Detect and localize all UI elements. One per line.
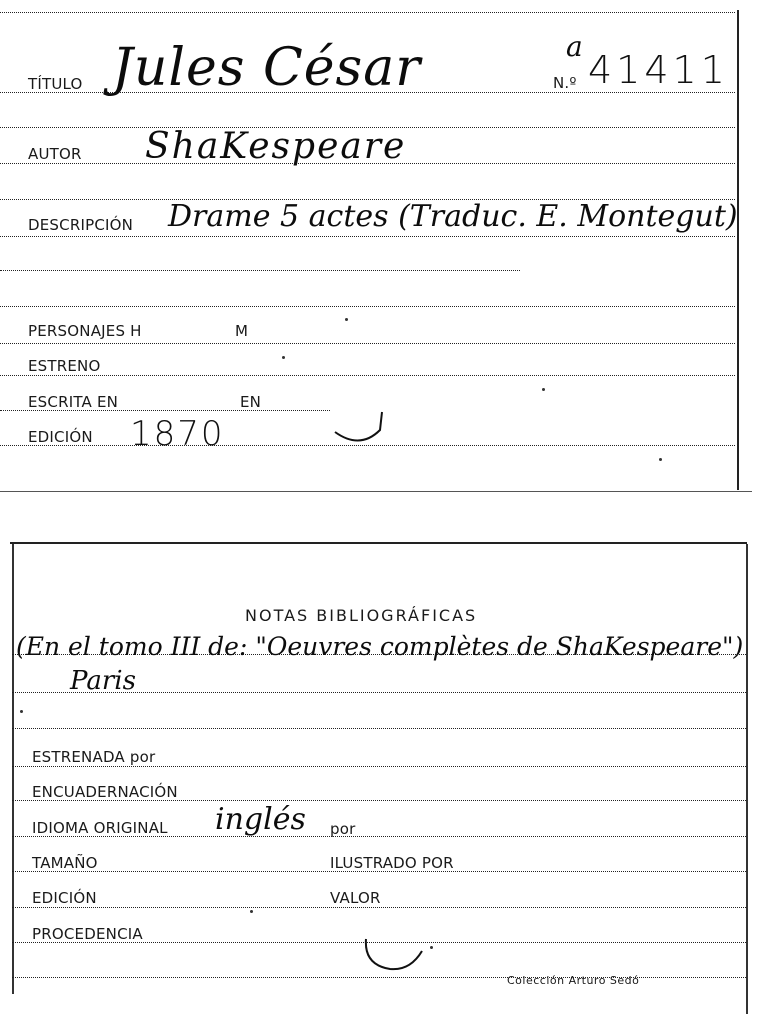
notas-line-1: (En el tomo III de: "Oeuvres complètes de ShaKespeare") [16, 632, 744, 661]
card-back-top-border [10, 542, 747, 544]
notas-line-2: Paris [70, 666, 136, 696]
ilustrado-label: ILUSTRADO POR [330, 854, 454, 872]
valor-label: VALOR [330, 889, 381, 907]
numero-label: N.º [553, 74, 577, 92]
autor-label: AUTOR [28, 145, 82, 163]
edicion-label: EDICIÓN [28, 428, 93, 446]
ink-speck [250, 910, 253, 913]
rule [12, 766, 746, 767]
ink-speck [430, 946, 433, 949]
tamano-label: TAMAÑO [32, 854, 98, 872]
rule [0, 343, 735, 344]
estreno-label: ESTRENO [28, 357, 101, 375]
rule [0, 12, 735, 13]
ink-speck [659, 458, 662, 461]
ink-speck [345, 318, 348, 321]
card-front-bottom-edge [0, 491, 752, 492]
rule [12, 907, 746, 908]
hole-arc-mark [330, 400, 390, 450]
edicion-back-label: EDICIÓN [32, 889, 97, 907]
descripcion-value: Drame 5 actes (Traduc. E. Montegut) [168, 199, 738, 234]
autor-value: ShaKespeare [145, 126, 407, 167]
numero-value: 41411 [588, 48, 729, 92]
card-back-left-border [12, 544, 14, 994]
escrita-en2-label: EN [240, 393, 262, 411]
ink-speck [542, 388, 545, 391]
rule [0, 270, 520, 271]
encuadernacion-label: ENCUADERNACIÓN [32, 783, 178, 801]
titulo-value: Jules César [112, 38, 422, 98]
notas-heading: NOTAS BIBLIOGRÁFICAS [245, 606, 478, 625]
titulo-label: TÍTULO [28, 75, 83, 93]
rule [0, 236, 735, 237]
idioma-value: inglés [215, 802, 306, 837]
ink-speck [282, 356, 285, 359]
edicion-value: 1870 [130, 414, 225, 454]
descripcion-label: DESCRIPCIÓN [28, 216, 134, 234]
idioma-por-label: por [330, 820, 356, 838]
ink-speck [20, 710, 23, 713]
escrita-en-label: ESCRITA EN [28, 393, 119, 411]
numero-superscript: a [566, 30, 583, 63]
catalog-card-back [0, 540, 759, 1028]
catalog-card-front [0, 0, 759, 500]
footer-credit: Colección Arturo Sedó [507, 974, 640, 987]
idioma-label: IDIOMA ORIGINAL [32, 819, 168, 837]
rule [12, 728, 746, 729]
estrenada-label: ESTRENADA por [32, 748, 156, 766]
rule [0, 306, 735, 307]
procedencia-label: PROCEDENCIA [32, 925, 143, 943]
personajes-label: PERSONAJES H [28, 322, 142, 340]
card-back-right-border [746, 544, 748, 1014]
card-front-right-border [737, 10, 739, 490]
hole-arc-mark [360, 935, 430, 980]
rule [0, 375, 735, 376]
personajes-m-label: M [235, 322, 249, 340]
